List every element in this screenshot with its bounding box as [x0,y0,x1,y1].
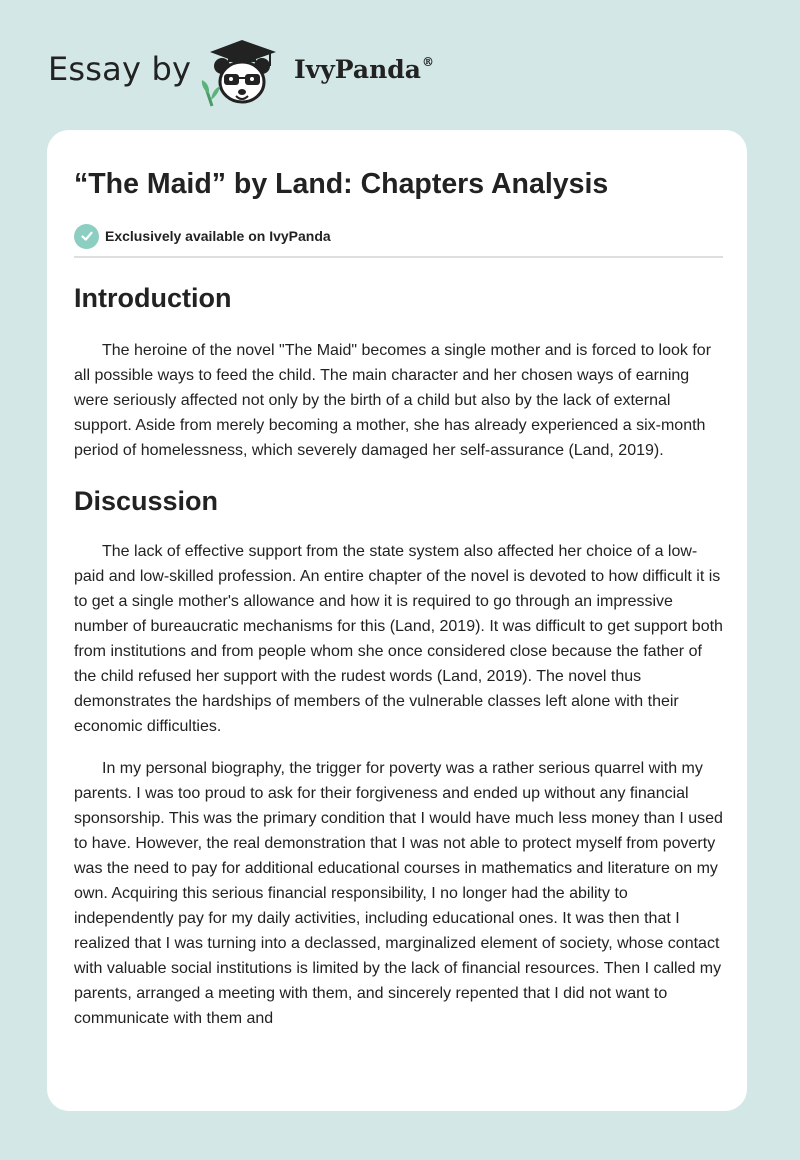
paragraph: The heroine of the novel "The Maid" becomes a single mother and is forced to look for all possible ways to feed the child. The main character and her chosen ways of earning were seriously affected not only by the birth of a child but also by the lack of external support. Aside from merely becoming a mother, she has already experienced a six-month period of homelessness, which severely damaged her self-assurance (Land, 2019). [74,342,712,459]
exclusive-badge [74,223,720,249]
exclusive-label: Exclusively available on IvyPanda [105,228,331,244]
section-heading-introduction: Introduction [74,283,232,313]
divider [74,256,723,258]
section-heading-discussion: Discussion [74,486,219,516]
check-icon [74,224,99,249]
brand-name[interactable]: IvyPanda® [294,54,434,84]
site-header [0,0,800,130]
page-title: “The Maid” by Land: Chapters Analysis [74,168,609,200]
essay-card [47,130,747,1111]
panda-graduate-icon[interactable] [200,36,286,108]
paragraph: In my personal biography, the trigger for poverty was a rather serious quarrel with my parents. I was too proud to ask for their forgiveness and ended up without any financial sponsorship. This was the primary condition that I would have much less money than I used to have. However, the real demonstration that I was not able to protect myself from poverty was the need to pay for additional educational courses in mathematics and literature on my own. Acquiring this serious financial responsibility, I no longer had the ability to independently pay for my daily activities, including educational ones. It was then that I realized that I was turning into a declassed, marginalized element of society, whose contact with valuable social institutions is limited by the lack of financial resources. Then I called my parents, arranged a meeting with them, and sincerely repented that I did not want to communicate with them and [74,760,723,1027]
essay-by-label: Essay by [48,50,192,88]
paragraph: The lack of effective support from the state system also affected her choice of a low-paid and low-skilled profession. An entire chapter of the novel is devoted to how difficult it is to get a single mother's allowance and how it is required to go through an impressive number of bureaucratic mechanisms for this (Land, 2019). It was difficult to get support both from institutions and from people whom she once considered close because the father of the child refused her support with the rudest words (Land, 2019). The novel thus demonstrates the hardships of members of the vulnerable classes left alone with their economic difficulties. [74,543,723,735]
